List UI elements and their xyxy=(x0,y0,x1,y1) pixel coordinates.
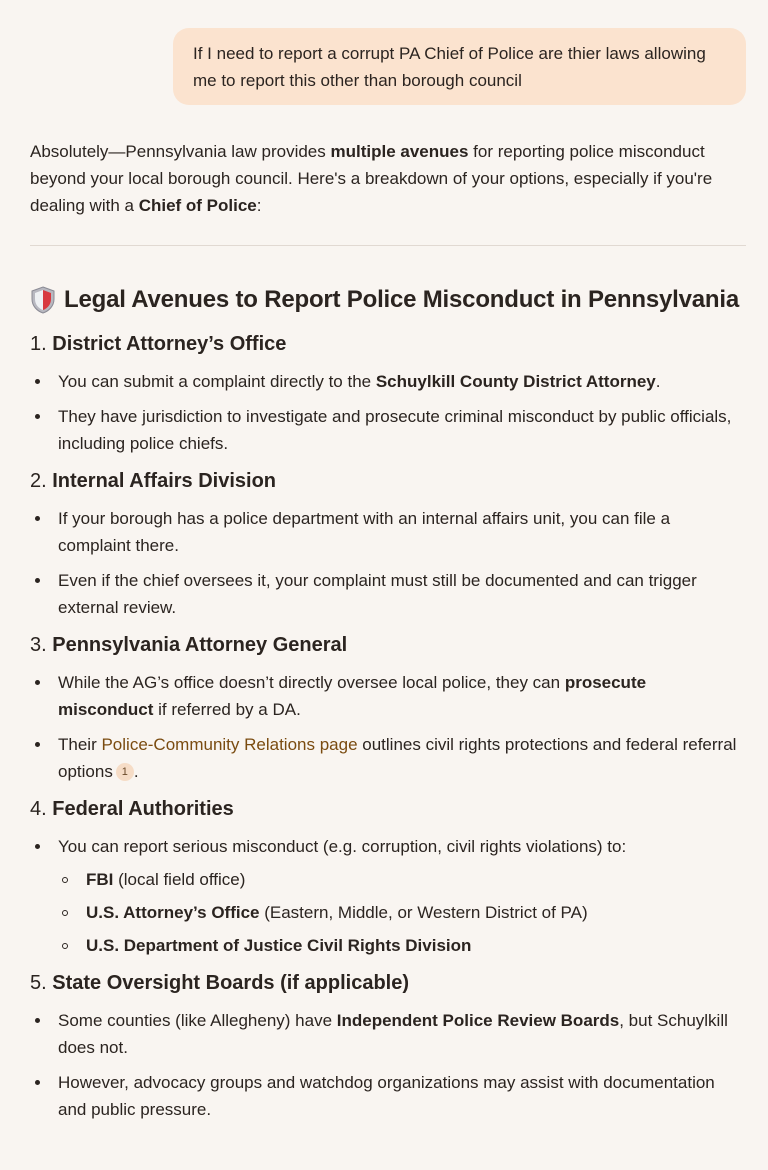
list-item: If your borough has a police department with an internal affairs unit, you can file a complaint there. xyxy=(30,505,746,559)
intro-text-1: Absolutely—Pennsylvania law provides xyxy=(30,142,331,161)
subsection-2-list xyxy=(30,505,746,621)
list-item: Some counties (like Allegheny) have Independent Police Review Boards, but Schuylkill does not. xyxy=(30,1007,746,1061)
subsection-4-title: 4. Federal Authorities xyxy=(30,798,234,820)
sub-list-item: U.S. Attorney’s Office (Eastern, Middle, or Western District of PA) xyxy=(58,899,746,926)
subsection-5-title: 5. State Oversight Boards (if applicable) xyxy=(30,972,409,994)
section-heading xyxy=(30,284,746,316)
list-item: However, advocacy groups and watchdog organizations may assist with documentation and public pressure. xyxy=(30,1069,746,1123)
intro-bold-1: multiple avenues xyxy=(330,142,469,161)
subsection-1-title: 1. District Attorney’s Office xyxy=(30,333,287,355)
citation-badge[interactable]: 1 xyxy=(116,763,134,781)
subsection-1-list xyxy=(30,368,746,457)
sub-list-item: FBI (local field office) xyxy=(58,866,746,893)
subsection-3-title: 3. Pennsylvania Attorney General xyxy=(30,634,348,656)
assistant-response xyxy=(30,138,746,1131)
intro-text-3: : xyxy=(256,196,262,215)
list-item: While the AG’s office doesn’t directly oversee local police, they can prosecute misconduct if referred by a DA. xyxy=(30,669,746,723)
subsection-3-list xyxy=(30,669,746,785)
user-message-text: If I need to report a corrupt PA Chief of Police are thier laws allowing me to report this other than borough council xyxy=(193,44,706,90)
divider xyxy=(30,245,746,246)
subsection-5-list xyxy=(30,1007,746,1123)
intro-bold-2: Chief of Police xyxy=(138,196,257,215)
federal-authorities-sublist xyxy=(58,866,746,959)
list-item: You can submit a complaint directly to the Schuylkill County District Attorney. xyxy=(30,368,746,395)
list-item: You can report serious misconduct (e.g. corruption, civil rights violations) to: FBI (local field office) U.S. Attorney’s Office (Eastern, Middle, or Western District of PA) U.S. Department of Justice Civil Rights Division xyxy=(30,833,746,959)
list-item: Even if the chief oversees it, your complaint must still be documented and can trigger external review. xyxy=(30,567,746,621)
list-item: They have jurisdiction to investigate and prosecute criminal misconduct by public officials, including police chiefs. xyxy=(30,403,746,457)
intro-text-2: for reporting police misconduct beyond your local borough council. Here's a breakdown of your options, especially if you're dealing with a xyxy=(30,142,713,215)
sub-list-item: U.S. Department of Justice Civil Rights Division xyxy=(58,932,746,959)
shield-icon xyxy=(30,286,56,314)
intro-paragraph xyxy=(30,138,746,219)
user-message-bubble xyxy=(173,28,746,105)
list-item: Their Police-Community Relations page outlines civil rights protections and federal referral options 1 . xyxy=(30,731,746,785)
section-heading-text: Legal Avenues to Report Police Misconduct in Pennsylvania xyxy=(64,286,739,313)
subsection-4-list xyxy=(30,833,746,959)
police-community-relations-link[interactable]: Police-Community Relations page xyxy=(101,735,358,754)
subsection-2-title: 2. Internal Affairs Division xyxy=(30,470,276,492)
